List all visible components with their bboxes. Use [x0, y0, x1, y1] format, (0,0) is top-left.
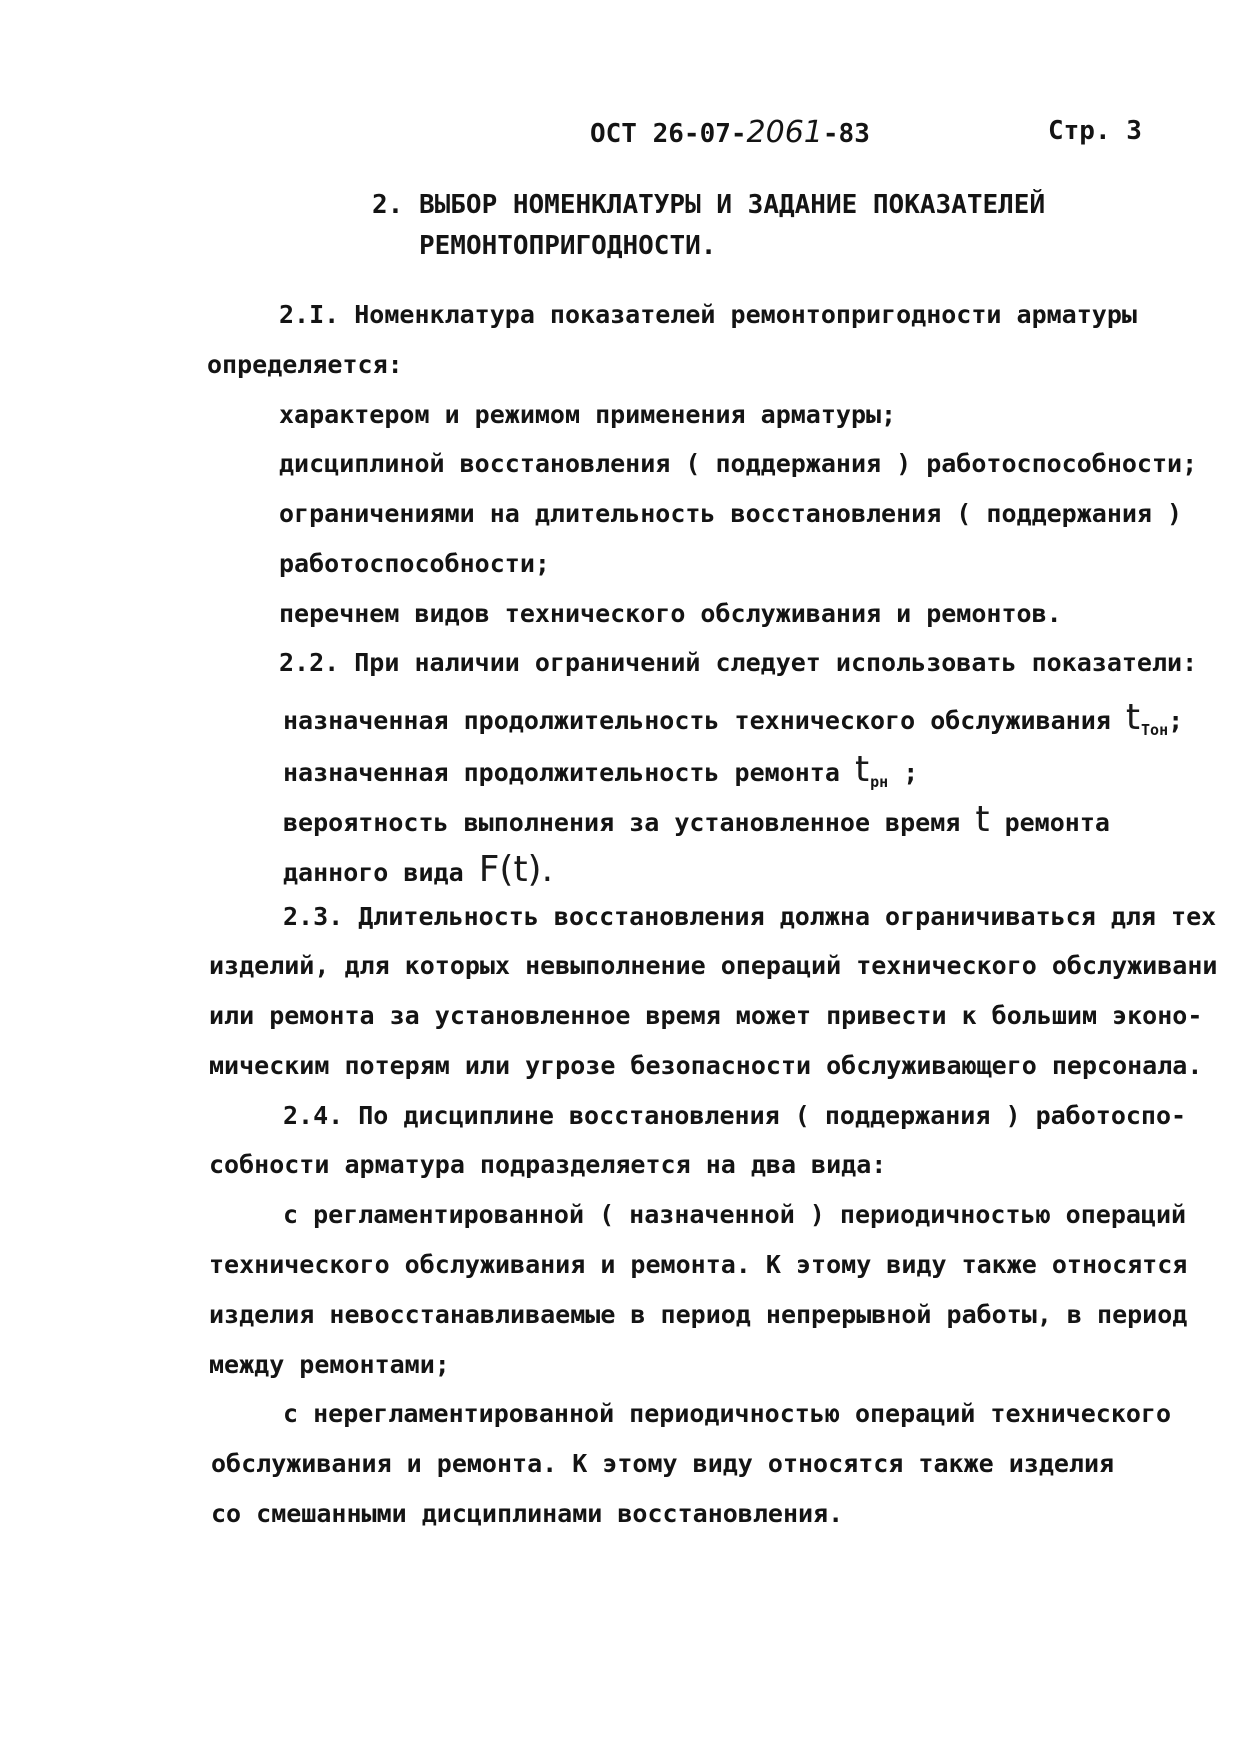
- p24-item1-line4: между ремонтами;: [209, 1350, 450, 1379]
- t-tom-subscript: Тон: [1141, 721, 1169, 739]
- p22-item3-text-a: вероятность выполнения за установленное время: [283, 808, 961, 837]
- p22-item3-line2: [283, 849, 554, 890]
- p21-item3-line1: ограничениями на длительность восстановления ( поддержания ): [279, 499, 1183, 528]
- t-pn-symbol: t: [854, 749, 870, 790]
- p24-item1-line2: технического обслуживания и ремонта. К этому виду также относятся: [209, 1250, 1188, 1279]
- p24-item2-line2: обслуживания и ремонта. К этому виду относятся также изделия: [211, 1449, 1115, 1478]
- p22-item2: [283, 749, 919, 791]
- p24-item1-line3: изделия невосстанавливаемые в период непрерывной работы, в период: [209, 1300, 1188, 1329]
- doc-number-handwritten: 2061: [746, 115, 823, 150]
- p21-line2: определяется:: [207, 350, 403, 379]
- p22-line1: 2.2. При наличии ограничений следует использовать показатели:: [279, 648, 1198, 677]
- t-symbol: t: [975, 799, 990, 840]
- page-number: Стр. 3: [1048, 116, 1142, 146]
- section-title-line2: РЕМОНТОПРИГОДНОСТИ.: [419, 231, 717, 261]
- p23-line4: мическим потерям или угрозе безопасности обслуживающего персонала.: [209, 1051, 1203, 1080]
- p21-item2: дисциплиной восстановления ( поддержания ) работоспособности;: [279, 449, 1198, 478]
- p21-line1: 2.I. Номенклатура показателей ремонтопригодности арматуры: [279, 300, 1137, 329]
- p23-line3: или ремонта за установленное время может привести к большим эконо-: [209, 1001, 1203, 1030]
- p24-line2: собности арматура подразделяется на два вида:: [209, 1150, 887, 1179]
- p24-item2-line1: с нерегламентированной периодичностью операций технического: [283, 1399, 1172, 1428]
- p22-item1-text: назначенная продолжительность технического обслуживания: [283, 706, 1111, 735]
- p22-item1-end: ;: [1168, 706, 1184, 735]
- p21-item1: характером и режимом применения арматуры;: [279, 400, 897, 429]
- p24-item1-line1: с регламентированной ( назначенной ) периодичностью операций: [283, 1200, 1187, 1229]
- p22-item3-text-b: ремонта: [1004, 808, 1110, 837]
- p22-item3-line2-text: данного вида: [283, 858, 464, 887]
- p21-item3-line2: работоспособности;: [279, 549, 550, 578]
- p22-item1: [283, 697, 1184, 739]
- p23-line1: 2.3. Длительность восстановления должна ограничиваться для тех: [283, 902, 1217, 931]
- p22-item2-end: ;: [903, 758, 919, 787]
- p24-item2-line3: со смешанными дисциплинами восстановления.: [211, 1499, 844, 1528]
- section-title-line1: 2. ВЫБОР НОМЕНКЛАТУРЫ И ЗАДАНИЕ ПОКАЗАТЕЛЕЙ: [372, 190, 1046, 220]
- p22-item2-text: назначенная продолжительность ремонта: [283, 758, 840, 787]
- p23-line2: изделий, для которых невыполнение операций технического обслуживани: [209, 951, 1218, 980]
- p24-line1: 2.4. По дисциплине восстановления ( поддержания ) работоспо-: [283, 1101, 1187, 1130]
- document-number: [590, 115, 870, 150]
- p21-item4: перечнем видов технического обслуживания и ремонтов.: [279, 599, 1062, 628]
- t-tom-symbol: t: [1125, 697, 1141, 738]
- doc-number-suffix: -83: [822, 119, 870, 149]
- t-pn-subscript: рн: [870, 773, 889, 791]
- p22-item3-line1: [283, 799, 1110, 840]
- doc-number-prefix: ОСТ 26-07-: [590, 119, 747, 149]
- f-of-t-symbol: F(t).: [478, 849, 554, 890]
